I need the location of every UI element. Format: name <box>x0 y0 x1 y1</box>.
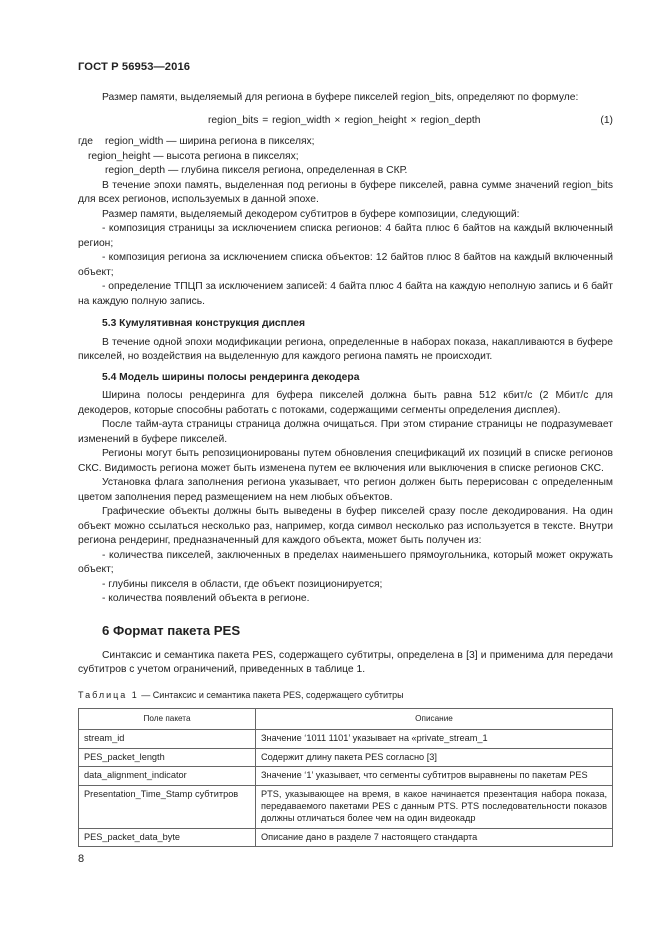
table-row <box>79 767 613 786</box>
pes-syntax-table <box>78 708 613 847</box>
description-cell: Значение ‘1’ указывает, что сегменты субтитров выравнены по пакетам PES <box>256 767 613 786</box>
definition-item: region_height — высота региона в пикселях; <box>88 150 299 162</box>
definition-item: где region_width — ширина региона в пикселях; <box>78 135 613 150</box>
table-header-row <box>79 709 613 730</box>
page-number: 8 <box>78 853 85 865</box>
column-header-description: Описание <box>256 709 613 730</box>
column-header-field: Поле пакета <box>79 709 256 730</box>
list-item: - композиция региона за исключением списка объектов: 12 байтов плюс 8 байтов на каждый включенный объект; <box>78 252 613 278</box>
table-row <box>79 828 613 847</box>
paragraph: В течение эпохи память, выделенная под регионы в буфере пикселей, равна сумме значений region_bits для всех регионов, используемых в данной эпохе. <box>78 179 613 205</box>
table-title: — Синтаксис и семантика пакета PES, содержащего субтитры <box>138 689 404 700</box>
paragraph: Синтаксис и семантика пакета PES, содержащего субтитры, определена в [3] и применима для передачи субтитров с учетом ограничений, приведенных в таблице 1. <box>78 649 613 675</box>
page-body <box>78 91 613 847</box>
field-cell: Presentation_Time_Stamp субтитров <box>79 786 256 828</box>
formula-expression: region_bits = region_width × region_height × region_depth <box>208 114 481 126</box>
field-cell: PES_packet_data_byte <box>79 828 256 847</box>
field-cell: stream_id <box>79 729 256 748</box>
paragraph: В течение одной эпохи модификации региона, определенные в наборах показа, накапливаются в буфере пикселей, но воздействия на выделенную для каждого региона память не происходит. <box>78 336 613 362</box>
field-cell: data_alignment_indicator <box>79 767 256 786</box>
section-heading-6: 6 Формат пакета PES <box>102 622 241 638</box>
paragraph: Ширина полосы рендеринга для буфера пикселей должна быть равна 512 кбит/с (2 Мбит/с для декодеров, которые способны работать с потоками, содержащими сегменты определения дисплея). <box>78 390 613 416</box>
paragraph: Установка флага заполнения региона указывает, что регион должен быть перерисован с определенным цветом заполнения перед размещением на нем любых объектов. <box>78 477 613 503</box>
list-item: - композиция страницы за исключением списка регионов: 4 байта плюс 6 байтов на каждый включенный регион; <box>78 223 613 249</box>
table-label: Таблица 1 <box>78 689 139 700</box>
list-item: - количества пикселей, заключенных в пределах наименьшего прямоугольника, который может окружать объект; <box>78 549 613 575</box>
field-cell: PES_packet_length <box>79 748 256 767</box>
description-cell: Описание дано в разделе 7 настоящего стандарта <box>256 828 613 847</box>
where-word: где <box>78 136 94 147</box>
list-item: - количества появлений объекта в регионе. <box>102 593 310 604</box>
description-cell: Значение ‘1011 1101’ указывает на «private_stream_1 <box>256 729 613 748</box>
description-cell: Содержит длину пакета PES согласно [3] <box>256 748 613 767</box>
description-cell: PTS, указывающее на время, в какое начинается презентация набора показа, передаваемого пакетами PES с данным PTS. PTS последовательности показов должны отличаться более чем на один видеокадр <box>256 786 613 828</box>
paragraph: Размер памяти, выделяемый для региона в буфере пикселей region_bits, определяют по формуле: <box>102 92 579 103</box>
paragraph: Размер памяти, выделяемый декодером субтитров в буфере композиции, следующий: <box>102 208 520 220</box>
list-item: - глубины пикселя в области, где объект позиционируется; <box>102 578 383 590</box>
table-row <box>79 786 613 828</box>
formula <box>78 114 613 129</box>
section-heading-5-4: 5.4 Модель ширины полосы рендеринга декодера <box>102 371 360 383</box>
section-heading-5-3: 5.3 Кумулятивная конструкция дисплея <box>102 318 306 329</box>
formula-number: (1) <box>600 114 613 126</box>
list-item: - определение ТПЦП за исключением записей: 4 байта плюс 4 байта на каждую неполную запись и 6 байт на каждую полную запись. <box>78 281 613 307</box>
paragraph: Регионы могут быть репозиционированы путем обновления спецификаций их позиций в списке регионов СКС. Видимость региона может быть изменена путем ее включения или выключения в списке регионов СКС. <box>78 448 613 474</box>
document-header: ГОСТ Р 56953—2016 <box>78 61 191 73</box>
table-row <box>79 748 613 767</box>
paragraph: Графические объекты должны быть выведены в буфер пикселей сразу после декодирования. На один объект можно ссылаться несколько раз, например, когда символ несколько раз используется в тексте. Внутри региона рендеринг, предназначенный для каждого объекта, может быть получен из: <box>78 506 613 546</box>
table-row <box>79 729 613 748</box>
table-caption <box>78 688 613 703</box>
definition-item: region_depth — глубина пикселя региона, определенная в СКР. <box>105 165 408 176</box>
paragraph: После тайм-аута страницы страница должна очищаться. При этом стирание страницы не подразумевает изменений в буфере пикселей. <box>78 419 613 445</box>
